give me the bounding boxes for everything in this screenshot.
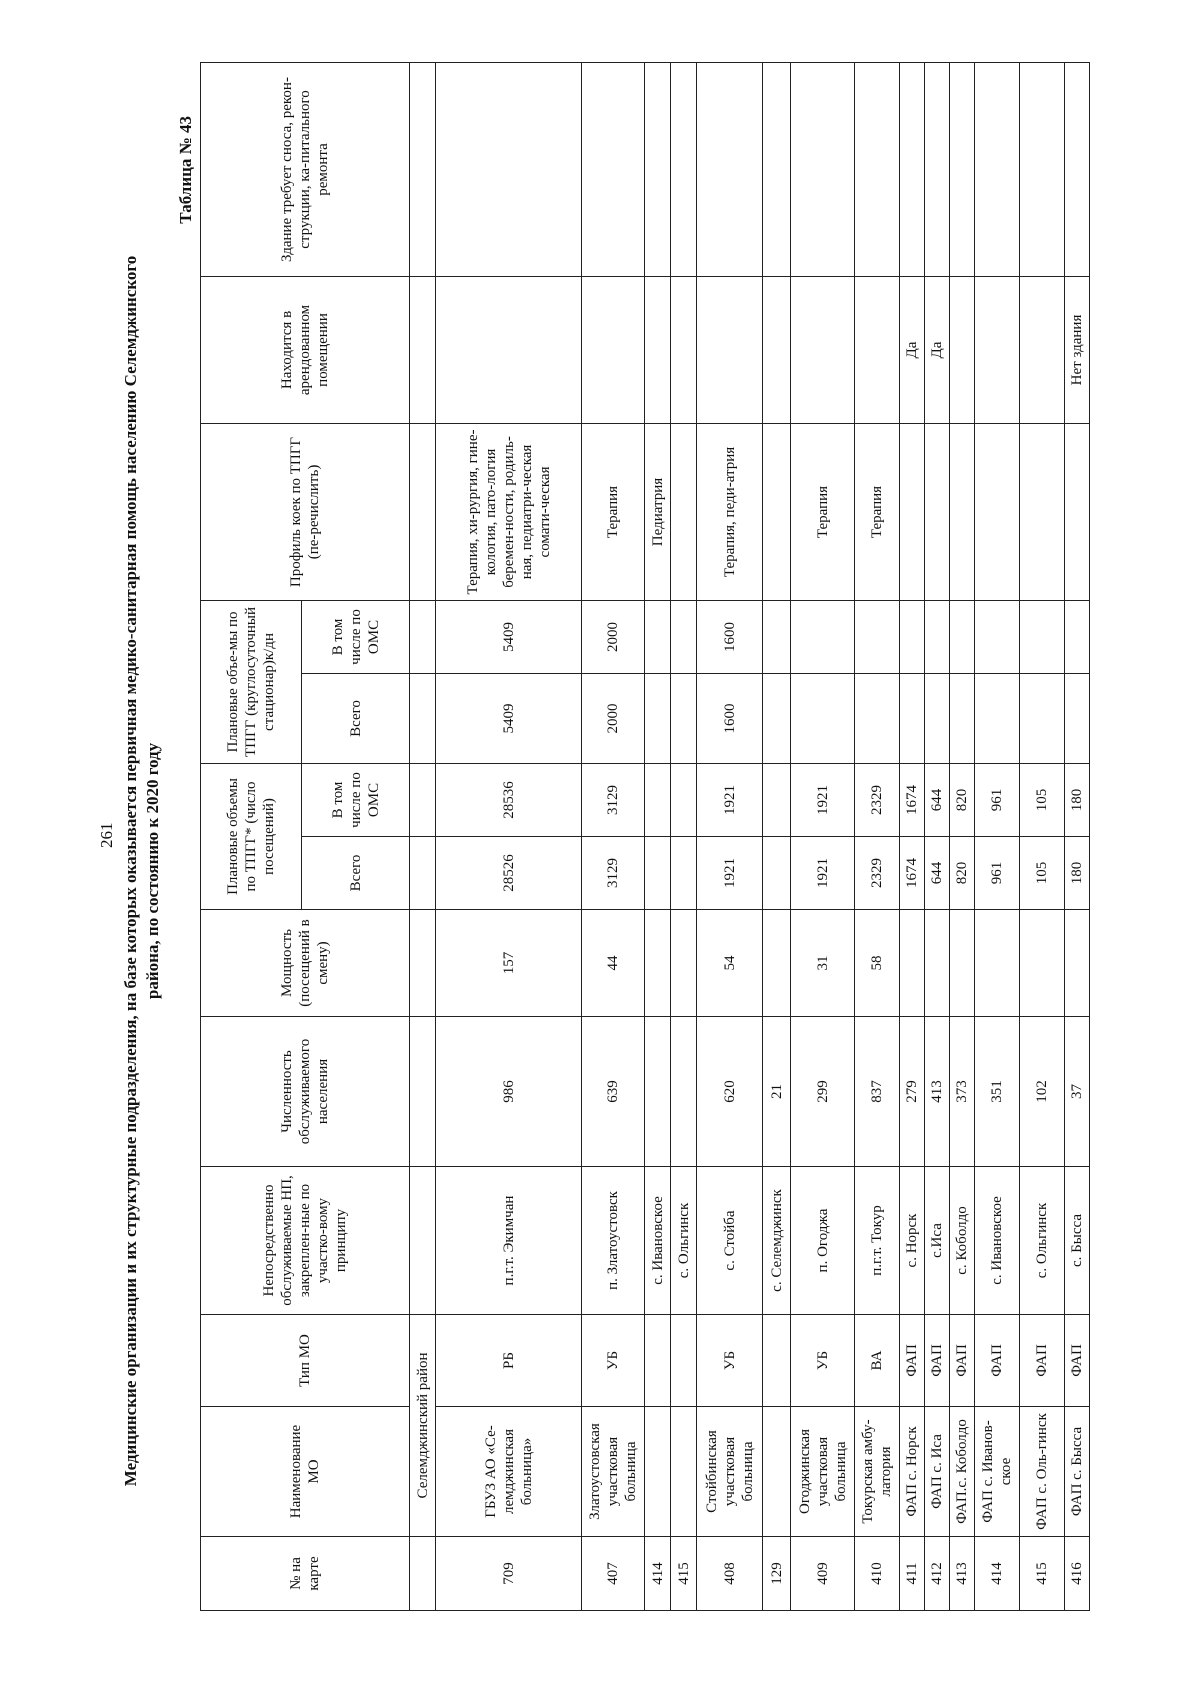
header-population: Численность обслуживаемого населения	[201, 1017, 410, 1167]
region-label: Селемджинский район	[410, 1315, 436, 1537]
cell-mo-type: ФАП	[1020, 1315, 1065, 1407]
cell-map-no: 416	[1065, 1537, 1090, 1611]
region-empty-cell	[410, 1537, 436, 1611]
cell-served-np: с. Ольгинск	[671, 1167, 697, 1315]
cell-mo-name: Огоджинская участковая больница	[791, 1407, 855, 1537]
cell-beds-oms	[1020, 600, 1065, 673]
cell-bed-profile: Терапия, хи-рургия, гине-кология, пато-логия беремен-ности, родиль-ная, педиатри-ческая сомати-ческая	[436, 423, 582, 600]
cell-beds-total	[1020, 673, 1065, 763]
cell-map-no: 415	[671, 1537, 697, 1611]
cell-served-np: с. Ивановское	[975, 1167, 1020, 1315]
cell-population: 837	[855, 1017, 900, 1167]
cell-beds-oms	[950, 600, 975, 673]
cell-mo-name: Стойбинская участковая больница	[697, 1407, 763, 1537]
cell-beds-total	[763, 673, 791, 763]
cell-beds-total: 5409	[436, 673, 582, 763]
cell-beds-total	[645, 673, 671, 763]
cell-rented	[436, 276, 582, 423]
cell-beds-total	[671, 673, 697, 763]
cell-mo-type	[645, 1315, 671, 1407]
table-row	[791, 62, 855, 1610]
cell-visits-total	[671, 837, 697, 910]
cell-visits-total: 28526	[436, 837, 582, 910]
cell-capacity: 44	[582, 910, 645, 1017]
cell-map-no: 409	[791, 1537, 855, 1611]
header-visits-total: Всего	[302, 837, 410, 910]
cell-beds-oms	[975, 600, 1020, 673]
cell-mo-type: РБ	[436, 1315, 582, 1407]
table-row	[900, 62, 925, 1610]
cell-visits-total	[763, 837, 791, 910]
cell-rented	[975, 276, 1020, 423]
cell-repair	[671, 62, 697, 276]
table-row	[925, 62, 950, 1610]
cell-capacity	[671, 910, 697, 1017]
header-capacity: Мощность (посещений в смену)	[201, 910, 410, 1017]
cell-population: 21	[763, 1017, 791, 1167]
header-bed-profile: Профиль коек по ТПГГ (пе-речислить)	[201, 423, 410, 600]
cell-capacity: 157	[436, 910, 582, 1017]
cell-map-no: 414	[975, 1537, 1020, 1611]
cell-visits-oms: 180	[1065, 763, 1090, 836]
cell-served-np: с. Коболдо	[950, 1167, 975, 1315]
cell-population: 373	[950, 1017, 975, 1167]
cell-served-np: с.Иса	[925, 1167, 950, 1315]
cell-beds-total: 1600	[697, 673, 763, 763]
document-title	[120, 106, 164, 1636]
cell-population: 299	[791, 1017, 855, 1167]
cell-served-np: п. Златоустовск	[582, 1167, 645, 1315]
header-rented: Находится в арендованном помещении	[201, 276, 410, 423]
cell-mo-name: ГБУЗ АО «Се-лемджинская больница»	[436, 1407, 582, 1537]
cell-mo-name: ФАП с. Бысса	[1065, 1407, 1090, 1537]
header-repair: Здание требует сноса, рекон-струкции, ка-питального ремонта	[201, 62, 410, 276]
cell-mo-name	[645, 1407, 671, 1537]
cell-population: 639	[582, 1017, 645, 1167]
cell-served-np: с. Бысса	[1065, 1167, 1090, 1315]
cell-capacity	[763, 910, 791, 1017]
cell-visits-total: 820	[950, 837, 975, 910]
cell-map-no: 709	[436, 1537, 582, 1611]
cell-visits-oms: 1674	[900, 763, 925, 836]
cell-visits-total: 3129	[582, 837, 645, 910]
cell-repair	[645, 62, 671, 276]
cell-visits-total: 180	[1065, 837, 1090, 910]
cell-visits-oms: 28536	[436, 763, 582, 836]
cell-bed-profile	[925, 423, 950, 600]
cell-visits-total	[645, 837, 671, 910]
cell-visits-oms: 1921	[697, 763, 763, 836]
region-row	[410, 62, 436, 1610]
table-row	[697, 62, 763, 1610]
cell-visits-total: 2329	[855, 837, 900, 910]
cell-mo-name: Токурская амбу-латория	[855, 1407, 900, 1537]
cell-map-no: 411	[900, 1537, 925, 1611]
cell-map-no: 410	[855, 1537, 900, 1611]
header-mo-name: Наименование МО	[201, 1407, 410, 1537]
cell-visits-oms: 3129	[582, 763, 645, 836]
cell-bed-profile: Педиатрия	[645, 423, 671, 600]
cell-served-np: с. Ивановское	[645, 1167, 671, 1315]
cell-rented	[1020, 276, 1065, 423]
page-number: 261	[97, 822, 116, 848]
cell-beds-oms: 2000	[582, 600, 645, 673]
cell-map-no: 408	[697, 1537, 763, 1611]
cell-mo-type: ВА	[855, 1315, 900, 1407]
header-visits-oms: В том числе по ОМС	[302, 763, 410, 836]
header-beds-total: Всего	[302, 673, 410, 763]
cell-repair	[436, 62, 582, 276]
cell-rented: Да	[925, 276, 950, 423]
cell-beds-total	[975, 673, 1020, 763]
cell-mo-type: ФАП	[950, 1315, 975, 1407]
cell-mo-type	[763, 1315, 791, 1407]
cell-repair	[900, 62, 925, 276]
cell-bed-profile: Терапия	[855, 423, 900, 600]
cell-beds-oms	[925, 600, 950, 673]
cell-bed-profile: Терапия	[791, 423, 855, 600]
cell-repair	[763, 62, 791, 276]
cell-mo-name: Златоустовская участковая больница	[582, 1407, 645, 1537]
table-row	[855, 62, 900, 1610]
cell-beds-oms	[855, 600, 900, 673]
cell-population: 351	[975, 1017, 1020, 1167]
cell-capacity	[900, 910, 925, 1017]
header-beds-oms: В том числе по ОМС	[302, 600, 410, 673]
cell-mo-name: ФАП с. Иванов-ское	[975, 1407, 1020, 1537]
cell-map-no: 413	[950, 1537, 975, 1611]
cell-beds-total	[791, 673, 855, 763]
table-row	[645, 62, 671, 1610]
cell-capacity: 58	[855, 910, 900, 1017]
cell-rented	[645, 276, 671, 423]
cell-served-np: п.г.т. Экимчан	[436, 1167, 582, 1315]
cell-mo-type: ФАП	[975, 1315, 1020, 1407]
title-line-1: Медицинские организации и их структурные подразделения, на базе которых оказывается первичная медико-санитарная помощь населению Селемджинского	[121, 255, 140, 1487]
cell-served-np: с. Селемджинск	[763, 1167, 791, 1315]
cell-map-no: 129	[763, 1537, 791, 1611]
cell-rented	[950, 276, 975, 423]
cell-visits-oms: 2329	[855, 763, 900, 836]
cell-served-np: п. Огоджа	[791, 1167, 855, 1315]
cell-capacity	[1065, 910, 1090, 1017]
cell-rented	[791, 276, 855, 423]
cell-mo-type: УБ	[791, 1315, 855, 1407]
cell-rented	[763, 276, 791, 423]
cell-population: 279	[900, 1017, 925, 1167]
cell-population: 37	[1065, 1017, 1090, 1167]
cell-map-no: 412	[925, 1537, 950, 1611]
cell-capacity	[1020, 910, 1065, 1017]
cell-served-np: с. Ольгинск	[1020, 1167, 1065, 1315]
cell-served-np: с. Стойба	[697, 1167, 763, 1315]
cell-mo-name: ФАП с. Норск	[900, 1407, 925, 1537]
cell-mo-name	[671, 1407, 697, 1537]
table-number: Таблица № 43	[176, 116, 195, 224]
cell-repair	[697, 62, 763, 276]
cell-repair	[855, 62, 900, 276]
cell-population: 620	[697, 1017, 763, 1167]
table-row	[1065, 62, 1090, 1610]
cell-beds-total	[950, 673, 975, 763]
cell-visits-oms: 1921	[791, 763, 855, 836]
table-row	[763, 62, 791, 1610]
cell-capacity: 54	[697, 910, 763, 1017]
cell-visits-total: 1921	[697, 837, 763, 910]
cell-repair	[975, 62, 1020, 276]
cell-map-no: 407	[582, 1537, 645, 1611]
cell-capacity: 31	[791, 910, 855, 1017]
cell-visits-total: 105	[1020, 837, 1065, 910]
title-line-2: района, по состоянию к 2020 году	[143, 742, 162, 1000]
cell-bed-profile	[763, 423, 791, 600]
cell-population	[645, 1017, 671, 1167]
cell-beds-oms	[791, 600, 855, 673]
header-visits-group: Плановые объемы по ТПГГ* (число посещений)	[201, 763, 302, 909]
cell-mo-type: УБ	[582, 1315, 645, 1407]
cell-rented	[582, 276, 645, 423]
cell-bed-profile	[1020, 423, 1065, 600]
cell-bed-profile: Терапия, педи-атрия	[697, 423, 763, 600]
cell-capacity	[975, 910, 1020, 1017]
cell-beds-total: 2000	[582, 673, 645, 763]
cell-served-np: с. Норск	[900, 1167, 925, 1315]
cell-mo-name: ФАП.с. Коболдо	[950, 1407, 975, 1537]
cell-map-no: 415	[1020, 1537, 1065, 1611]
cell-beds-oms	[645, 600, 671, 673]
cell-repair	[925, 62, 950, 276]
cell-beds-total	[1065, 673, 1090, 763]
table-row	[436, 62, 582, 1610]
cell-rented: Да	[900, 276, 925, 423]
cell-visits-total: 961	[975, 837, 1020, 910]
table-row	[582, 62, 645, 1610]
cell-mo-type: ФАП	[1065, 1315, 1090, 1407]
cell-mo-type: УБ	[697, 1315, 763, 1407]
cell-bed-profile	[975, 423, 1020, 600]
cell-population	[671, 1017, 697, 1167]
cell-visits-total: 1921	[791, 837, 855, 910]
cell-repair	[1020, 62, 1065, 276]
cell-mo-type	[671, 1315, 697, 1407]
cell-beds-oms: 1600	[697, 600, 763, 673]
cell-rented	[671, 276, 697, 423]
cell-visits-oms: 961	[975, 763, 1020, 836]
cell-bed-profile	[900, 423, 925, 600]
cell-visits-oms: 644	[925, 763, 950, 836]
header-map-no: № на карте	[201, 1537, 410, 1611]
cell-bed-profile	[950, 423, 975, 600]
cell-beds-total	[855, 673, 900, 763]
cell-rented	[855, 276, 900, 423]
cell-repair	[791, 62, 855, 276]
header-beds-group: Плановые объе-мы по ТПГГ (круглосуточный стационар)к/дн	[201, 600, 302, 763]
header-mo-type: Тип МО	[201, 1315, 410, 1407]
cell-beds-total	[925, 673, 950, 763]
table-row	[950, 62, 975, 1610]
cell-beds-oms	[671, 600, 697, 673]
medical-organizations-table	[200, 62, 1090, 1611]
cell-beds-oms: 5409	[436, 600, 582, 673]
cell-beds-oms	[1065, 600, 1090, 673]
cell-population: 986	[436, 1017, 582, 1167]
cell-bed-profile: Терапия	[582, 423, 645, 600]
cell-visits-oms	[645, 763, 671, 836]
cell-beds-total	[900, 673, 925, 763]
cell-capacity	[925, 910, 950, 1017]
cell-population: 102	[1020, 1017, 1065, 1167]
cell-mo-name: ФАП с. Иса	[925, 1407, 950, 1537]
cell-repair	[1065, 62, 1090, 276]
cell-population: 413	[925, 1017, 950, 1167]
cell-capacity	[950, 910, 975, 1017]
cell-beds-oms	[763, 600, 791, 673]
cell-visits-oms: 820	[950, 763, 975, 836]
cell-bed-profile	[671, 423, 697, 600]
cell-rented	[697, 276, 763, 423]
cell-visits-oms: 105	[1020, 763, 1065, 836]
cell-mo-type: ФАП	[900, 1315, 925, 1407]
cell-map-no: 414	[645, 1537, 671, 1611]
table-row	[1020, 62, 1065, 1610]
header-served-np: Непосредственно обслуживаемые НП, закреплен-ные по участко-вому принципу	[201, 1167, 410, 1315]
cell-capacity	[645, 910, 671, 1017]
table-row	[671, 62, 697, 1610]
cell-visits-total: 644	[925, 837, 950, 910]
cell-repair	[950, 62, 975, 276]
cell-mo-name: ФАП с. Оль-гинск	[1020, 1407, 1065, 1537]
cell-visits-oms	[671, 763, 697, 836]
cell-mo-name	[763, 1407, 791, 1537]
cell-visits-total: 1674	[900, 837, 925, 910]
cell-rented: Нет здания	[1065, 276, 1090, 423]
cell-mo-type: ФАП	[925, 1315, 950, 1407]
table-row	[975, 62, 1020, 1610]
cell-bed-profile	[1065, 423, 1090, 600]
cell-visits-oms	[763, 763, 791, 836]
cell-beds-oms	[900, 600, 925, 673]
cell-served-np: п.г.т. Токур	[855, 1167, 900, 1315]
cell-repair	[582, 62, 645, 276]
